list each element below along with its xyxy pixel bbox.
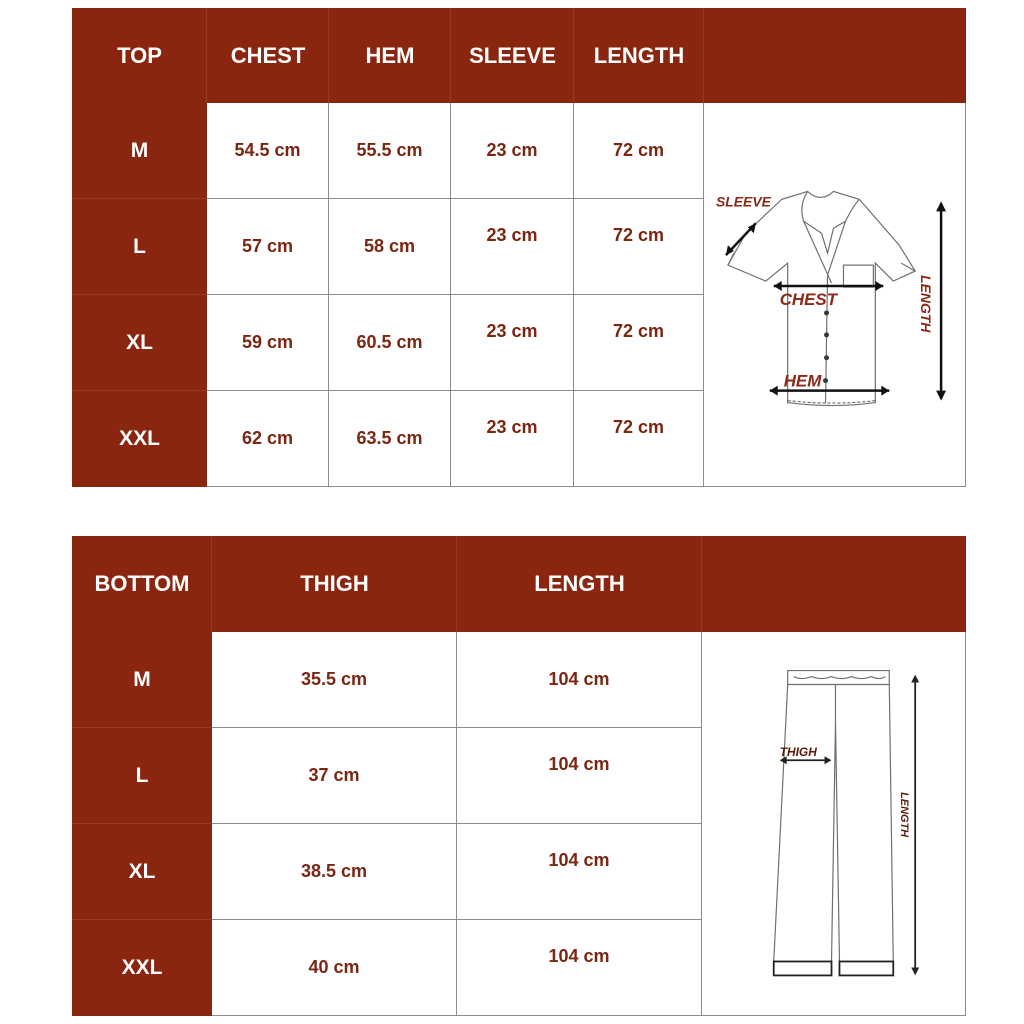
chest-label: CHEST: [779, 289, 838, 309]
bottom-size-l: L: [72, 728, 212, 824]
top-m-sleeve: 23 cm: [451, 103, 574, 199]
top-header-top: TOP: [72, 8, 207, 103]
bottom-l-length: 104 cm: [457, 728, 702, 824]
top-xxl-hem: 63.5 cm: [329, 391, 451, 487]
top-xl-hem: 60.5 cm: [329, 295, 451, 391]
top-m-hem: 55.5 cm: [329, 103, 451, 199]
pants-length-label: LENGTH: [898, 791, 911, 837]
top-size-m: M: [72, 103, 207, 199]
bottom-size-m: M: [72, 632, 212, 728]
top-header-blank: [704, 8, 966, 103]
bottom-l-thigh: 37 cm: [212, 728, 457, 824]
top-l-chest: 57 cm: [207, 199, 329, 295]
shirt-diagram: [704, 103, 966, 487]
top-xl-sleeve: 23 cm: [451, 295, 574, 391]
bottom-xl-thigh: 38.5 cm: [212, 824, 457, 920]
top-xl-length: 72 cm: [574, 295, 704, 391]
top-xxl-chest: 62 cm: [207, 391, 329, 487]
top-header-hem: HEM: [329, 8, 451, 103]
bottom-header-bottom: BOTTOM: [72, 536, 212, 632]
bottom-size-xxl: XXL: [72, 920, 212, 1016]
top-size-xl: XL: [72, 295, 207, 391]
pants-illustration: [702, 632, 965, 1016]
sleeve-label: SLEEVE: [715, 192, 771, 209]
top-xxl-length: 72 cm: [574, 391, 704, 487]
top-m-length: 72 cm: [574, 103, 704, 199]
shirt-illustration: [704, 103, 965, 487]
top-m-chest: 54.5 cm: [207, 103, 329, 199]
top-header-chest: CHEST: [207, 8, 329, 103]
bottom-xxl-length: 104 cm: [457, 920, 702, 1016]
bottom-m-thigh: 35.5 cm: [212, 632, 457, 728]
bottom-header-blank: [702, 536, 966, 632]
bottom-xxl-thigh: 40 cm: [212, 920, 457, 1016]
bottom-header-length: LENGTH: [457, 536, 702, 632]
bottom-xl-length: 104 cm: [457, 824, 702, 920]
top-l-hem: 58 cm: [329, 199, 451, 295]
bottom-m-length: 104 cm: [457, 632, 702, 728]
top-header-length: LENGTH: [574, 8, 704, 103]
top-size-l: L: [72, 199, 207, 295]
top-size-xxl: XXL: [72, 391, 207, 487]
top-xxl-sleeve: 23 cm: [451, 391, 574, 487]
hem-label: HEM: [783, 371, 822, 391]
top-l-sleeve: 23 cm: [451, 199, 574, 295]
top-l-length: 72 cm: [574, 199, 704, 295]
top-xl-chest: 59 cm: [207, 295, 329, 391]
pants-diagram: [702, 632, 966, 1016]
bottom-size-xl: XL: [72, 824, 212, 920]
bottom-header-thigh: THIGH: [212, 536, 457, 632]
length-label: LENGTH: [918, 274, 935, 332]
thigh-label: THIGH: [779, 744, 817, 759]
top-header-sleeve: SLEEVE: [451, 8, 574, 103]
